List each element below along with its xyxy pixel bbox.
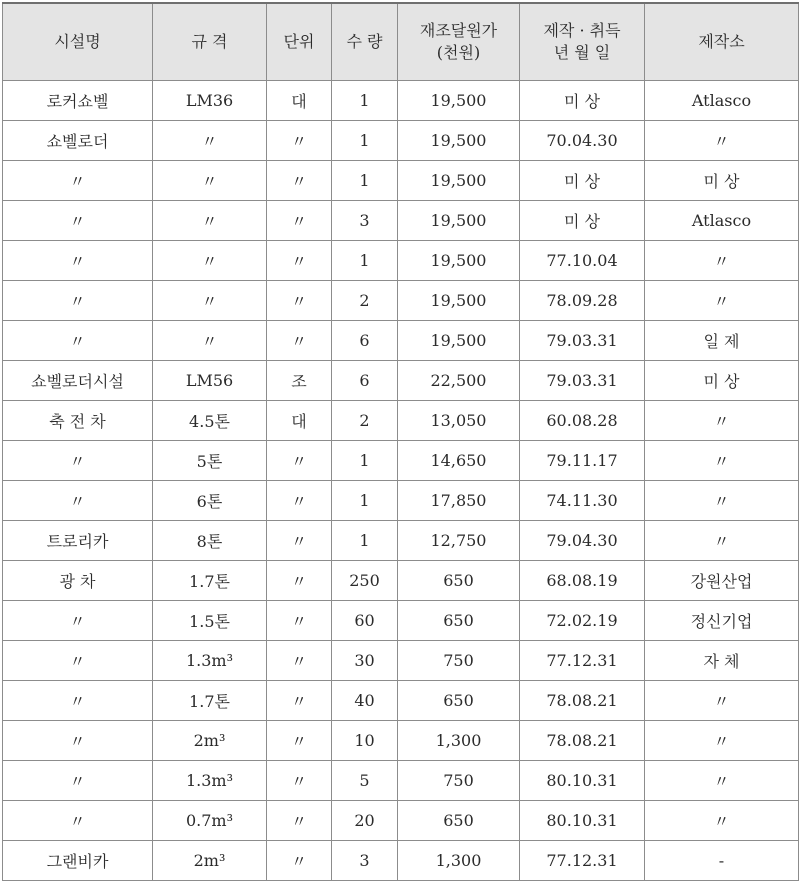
cell-unit: 〃 (267, 841, 332, 881)
cell-unit: 〃 (267, 601, 332, 641)
header-name: 시설명 (3, 3, 153, 81)
cell-qty: 2 (332, 281, 398, 321)
cell-maker: 〃 (645, 801, 799, 841)
cell-maker: - (645, 841, 799, 881)
cell-maker: Atlasco (645, 201, 799, 241)
table-row (3, 81, 799, 121)
header-qty: 수 량 (332, 3, 398, 81)
table-row (3, 481, 799, 521)
cell-date: 미 상 (520, 161, 645, 201)
cell-name: 쇼벨로더시설 (3, 361, 153, 401)
cell-date: 72.02.19 (520, 601, 645, 641)
cell-spec: 1.5톤 (153, 601, 267, 641)
cell-price: 13,050 (398, 401, 520, 441)
table-row (3, 161, 799, 201)
cell-qty: 2 (332, 401, 398, 441)
cell-date: 77.12.31 (520, 641, 645, 681)
cell-maker: 자 체 (645, 641, 799, 681)
table-row (3, 761, 799, 801)
cell-maker: 〃 (645, 761, 799, 801)
cell-qty: 40 (332, 681, 398, 721)
table-header (3, 3, 799, 81)
cell-price: 650 (398, 561, 520, 601)
cell-spec: 5톤 (153, 441, 267, 481)
header-maker: 제작소 (645, 3, 799, 81)
cell-name: 쇼벨로더 (3, 121, 153, 161)
table-row (3, 121, 799, 161)
cell-spec: 1.3m³ (153, 641, 267, 681)
cell-price: 19,500 (398, 241, 520, 281)
cell-date: 미 상 (520, 81, 645, 121)
cell-maker: 〃 (645, 521, 799, 561)
cell-date: 79.03.31 (520, 361, 645, 401)
cell-name: 광 차 (3, 561, 153, 601)
cell-name: 〃 (3, 441, 153, 481)
cell-price: 750 (398, 761, 520, 801)
cell-unit: 조 (267, 361, 332, 401)
cell-maker: 〃 (645, 681, 799, 721)
cell-date: 77.10.04 (520, 241, 645, 281)
cell-spec: 1.7톤 (153, 681, 267, 721)
cell-spec: LM36 (153, 81, 267, 121)
cell-date: 80.10.31 (520, 801, 645, 841)
cell-qty: 10 (332, 721, 398, 761)
cell-spec: 〃 (153, 281, 267, 321)
cell-price: 19,500 (398, 81, 520, 121)
cell-spec: 0.7m³ (153, 801, 267, 841)
header-spec: 규 격 (153, 3, 267, 81)
cell-date: 78.09.28 (520, 281, 645, 321)
cell-qty: 5 (332, 761, 398, 801)
equipment-table (2, 2, 799, 881)
cell-maker: 〃 (645, 241, 799, 281)
cell-date: 77.12.31 (520, 841, 645, 881)
cell-unit: 〃 (267, 681, 332, 721)
cell-name: 그랜비카 (3, 841, 153, 881)
cell-maker: 〃 (645, 121, 799, 161)
cell-name: 〃 (3, 761, 153, 801)
cell-maker: 〃 (645, 401, 799, 441)
table-row (3, 641, 799, 681)
cell-spec: 〃 (153, 121, 267, 161)
cell-price: 19,500 (398, 121, 520, 161)
header-date (520, 3, 645, 81)
cell-name: 축 전 차 (3, 401, 153, 441)
cell-name: 〃 (3, 721, 153, 761)
cell-price: 14,650 (398, 441, 520, 481)
cell-unit: 〃 (267, 721, 332, 761)
cell-price: 650 (398, 681, 520, 721)
cell-price: 1,300 (398, 721, 520, 761)
cell-unit: 〃 (267, 761, 332, 801)
cell-qty: 1 (332, 441, 398, 481)
cell-date: 74.11.30 (520, 481, 645, 521)
cell-spec: 〃 (153, 161, 267, 201)
table-row (3, 241, 799, 281)
cell-maker: 〃 (645, 481, 799, 521)
cell-name: 〃 (3, 801, 153, 841)
cell-unit: 〃 (267, 481, 332, 521)
cell-date: 미 상 (520, 201, 645, 241)
table-row (3, 801, 799, 841)
cell-maker: 미 상 (645, 361, 799, 401)
cell-name: 〃 (3, 201, 153, 241)
cell-name: 〃 (3, 241, 153, 281)
table-row (3, 721, 799, 761)
cell-maker: Atlasco (645, 81, 799, 121)
cell-unit: 대 (267, 401, 332, 441)
cell-unit: 〃 (267, 121, 332, 161)
cell-name: 트로리카 (3, 521, 153, 561)
cell-qty: 1 (332, 121, 398, 161)
cell-date: 79.04.30 (520, 521, 645, 561)
cell-unit: 대 (267, 81, 332, 121)
cell-spec: 〃 (153, 241, 267, 281)
cell-date: 79.03.31 (520, 321, 645, 361)
cell-name: 〃 (3, 641, 153, 681)
cell-unit: 〃 (267, 521, 332, 561)
cell-price: 17,850 (398, 481, 520, 521)
cell-qty: 6 (332, 361, 398, 401)
cell-spec: 6톤 (153, 481, 267, 521)
table-row (3, 601, 799, 641)
header-unit: 단위 (267, 3, 332, 81)
table-row (3, 561, 799, 601)
cell-price: 750 (398, 641, 520, 681)
cell-name: 〃 (3, 161, 153, 201)
cell-qty: 60 (332, 601, 398, 641)
cell-spec: 1.7톤 (153, 561, 267, 601)
cell-price: 19,500 (398, 321, 520, 361)
header-date-line2: 년 월 일 (553, 43, 611, 62)
cell-qty: 30 (332, 641, 398, 681)
cell-spec: 8톤 (153, 521, 267, 561)
cell-qty: 1 (332, 161, 398, 201)
cell-qty: 3 (332, 841, 398, 881)
cell-unit: 〃 (267, 641, 332, 681)
cell-date: 78.08.21 (520, 681, 645, 721)
cell-maker: 강원산업 (645, 561, 799, 601)
cell-spec: 〃 (153, 321, 267, 361)
cell-name: 〃 (3, 321, 153, 361)
cell-unit: 〃 (267, 201, 332, 241)
cell-unit: 〃 (267, 161, 332, 201)
cell-spec: LM56 (153, 361, 267, 401)
cell-maker: 미 상 (645, 161, 799, 201)
cell-date: 80.10.31 (520, 761, 645, 801)
cell-price: 12,750 (398, 521, 520, 561)
table-row (3, 401, 799, 441)
cell-qty: 1 (332, 241, 398, 281)
cell-spec: 4.5톤 (153, 401, 267, 441)
cell-name: 〃 (3, 281, 153, 321)
cell-spec: 2m³ (153, 721, 267, 761)
cell-price: 19,500 (398, 281, 520, 321)
cell-maker: 정신기업 (645, 601, 799, 641)
cell-name: 〃 (3, 681, 153, 721)
cell-maker: 〃 (645, 441, 799, 481)
cell-qty: 1 (332, 521, 398, 561)
table-row (3, 441, 799, 481)
cell-unit: 〃 (267, 441, 332, 481)
table-row (3, 521, 799, 561)
table-row (3, 321, 799, 361)
cell-qty: 6 (332, 321, 398, 361)
header-row (3, 3, 799, 81)
cell-unit: 〃 (267, 321, 332, 361)
cell-maker: 일 제 (645, 321, 799, 361)
table-row (3, 281, 799, 321)
cell-price: 19,500 (398, 161, 520, 201)
cell-maker: 〃 (645, 281, 799, 321)
header-price-line1: 재조달원가 (419, 21, 498, 40)
cell-date: 78.08.21 (520, 721, 645, 761)
table-row (3, 841, 799, 881)
cell-name: 〃 (3, 601, 153, 641)
cell-date: 70.04.30 (520, 121, 645, 161)
cell-date: 68.08.19 (520, 561, 645, 601)
cell-qty: 20 (332, 801, 398, 841)
cell-date: 79.11.17 (520, 441, 645, 481)
cell-unit: 〃 (267, 561, 332, 601)
cell-qty: 3 (332, 201, 398, 241)
cell-date: 60.08.28 (520, 401, 645, 441)
cell-unit: 〃 (267, 281, 332, 321)
cell-name: 〃 (3, 481, 153, 521)
header-price-line2: (천원) (436, 43, 481, 62)
cell-qty: 1 (332, 81, 398, 121)
cell-maker: 〃 (645, 721, 799, 761)
cell-spec: 2m³ (153, 841, 267, 881)
cell-spec: 1.3m³ (153, 761, 267, 801)
table-row (3, 361, 799, 401)
header-date-line1: 제작 · 취득 (543, 21, 621, 40)
cell-name: 로커쇼벨 (3, 81, 153, 121)
header-price (398, 3, 520, 81)
cell-unit: 〃 (267, 241, 332, 281)
table-row (3, 681, 799, 721)
cell-spec: 〃 (153, 201, 267, 241)
cell-qty: 250 (332, 561, 398, 601)
table-row (3, 201, 799, 241)
cell-price: 650 (398, 801, 520, 841)
table-body (3, 81, 799, 881)
cell-qty: 1 (332, 481, 398, 521)
cell-price: 1,300 (398, 841, 520, 881)
cell-price: 19,500 (398, 201, 520, 241)
cell-price: 650 (398, 601, 520, 641)
cell-price: 22,500 (398, 361, 520, 401)
cell-unit: 〃 (267, 801, 332, 841)
